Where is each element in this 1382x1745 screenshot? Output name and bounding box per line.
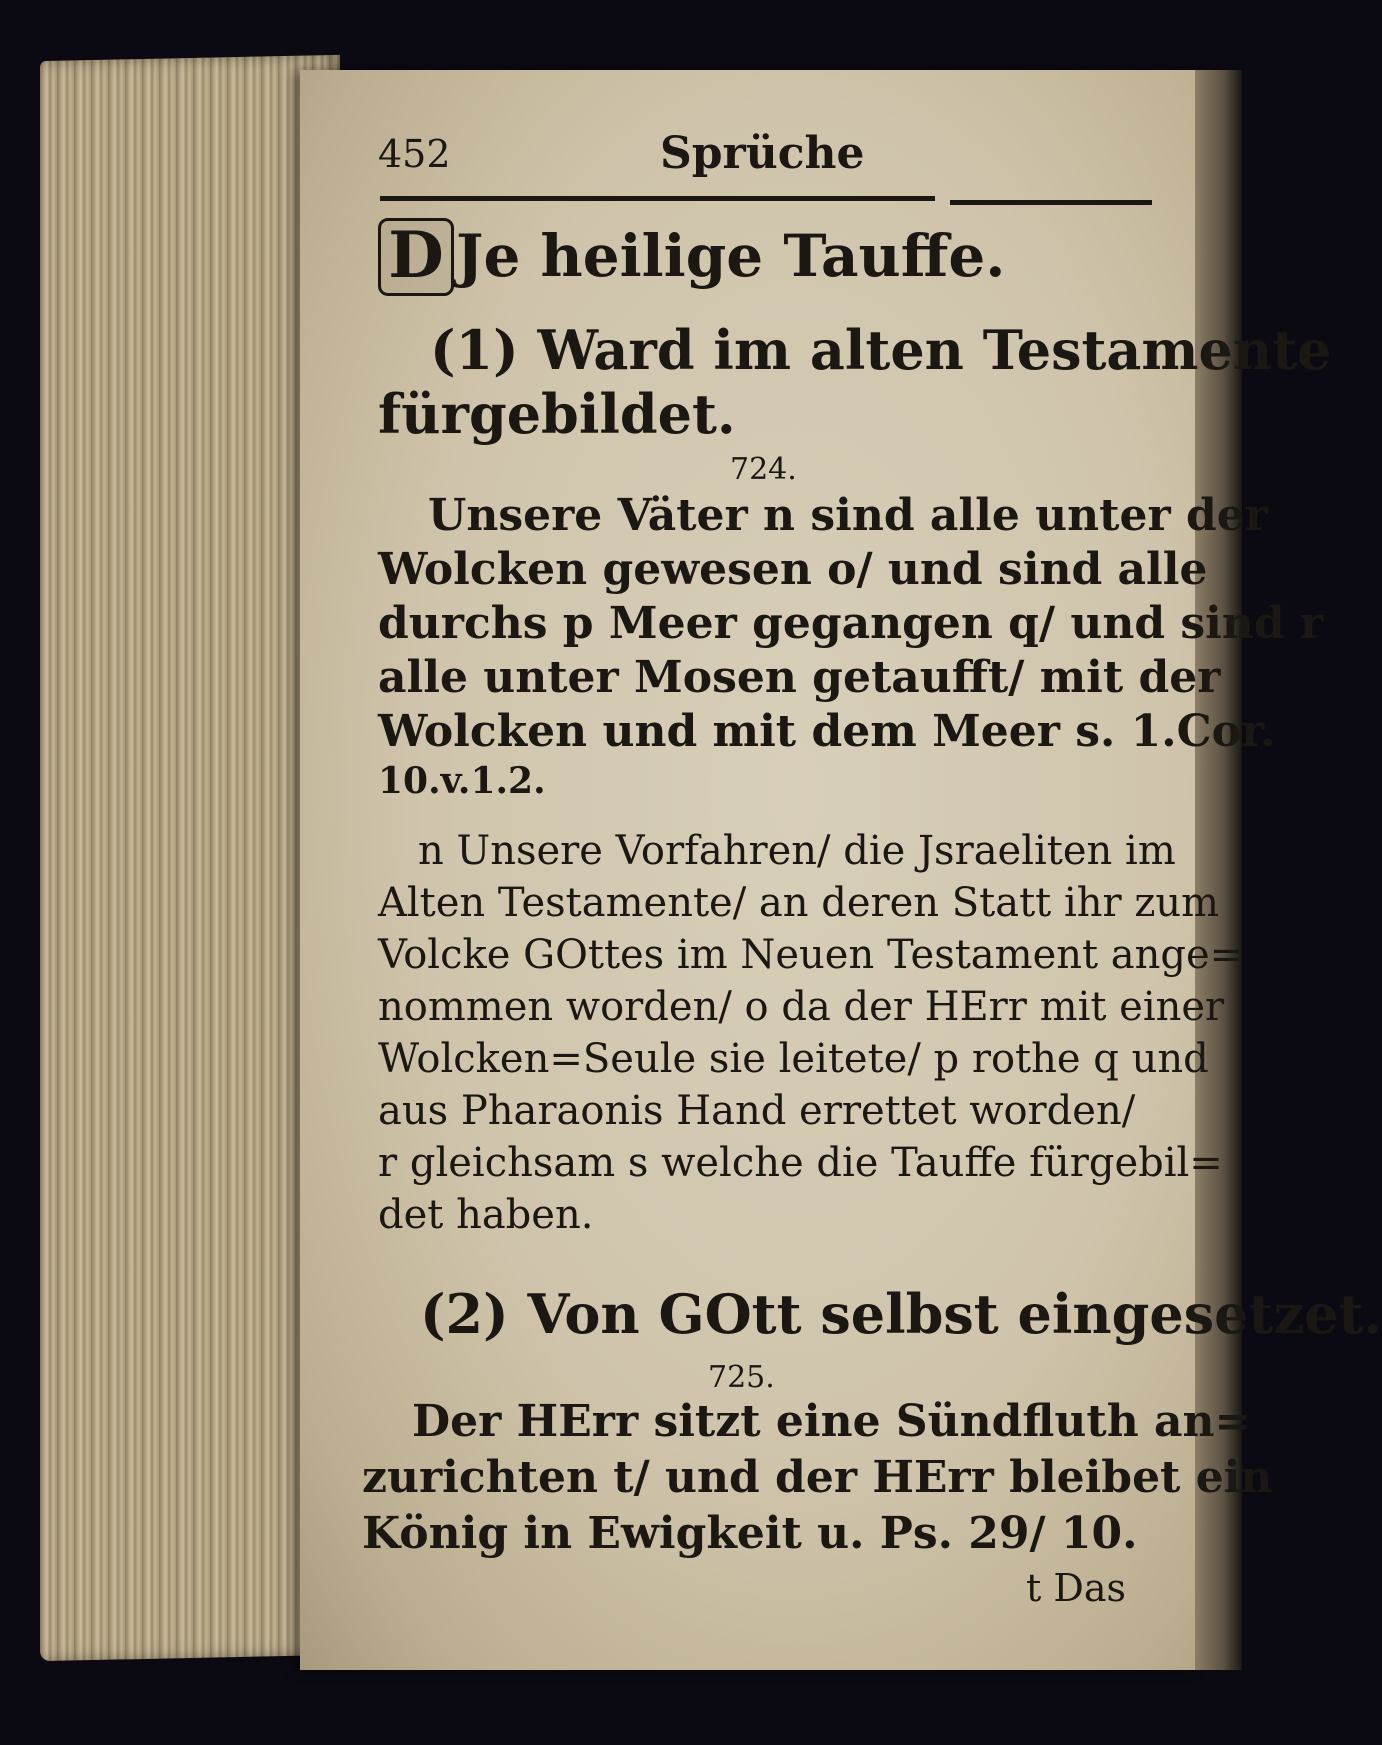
note-724-line-5: Wolcken=Seule sie leitete/ p rothe q und — [378, 1036, 1209, 1082]
note-724-line-8: det haben. — [378, 1192, 594, 1238]
verse-724-line-3: durchs p Meer gegangen q/ und sind r — [378, 598, 1324, 649]
page-number: 452 — [378, 132, 451, 176]
main-heading: Je heilige Tauffe. — [456, 222, 1006, 290]
verse-724-line-2: Wolcken gewesen o/ und sind alle — [378, 544, 1208, 595]
note-724-line-1: n Unsere Vorfahren/ die Jsraeliten im — [418, 828, 1176, 874]
catchword: t Das — [1026, 1566, 1126, 1610]
verse-725-line-1: Der HErr sitzt eine Sündfluth an= — [412, 1396, 1252, 1447]
header-rule-right — [950, 200, 1152, 205]
verse-724-line-5: Wolcken und mit dem Meer s. 1.Cor. — [378, 706, 1276, 757]
verse-number-725: 725. — [708, 1360, 775, 1395]
verse-number-724: 724. — [730, 452, 797, 487]
verse-725-line-3: König in Ewigkeit u. Ps. 29/ 10. — [362, 1508, 1138, 1559]
section-1-heading-line-1: (1) Ward im alten Testamente — [430, 318, 1332, 382]
verse-724-line-6: 10.v.1.2. — [378, 760, 546, 802]
note-724-line-3: Volcke GOttes im Neuen Testament ange= — [378, 932, 1244, 978]
running-title: Sprüche — [660, 128, 865, 179]
note-724-line-2: Alten Testamente/ an deren Statt ihr zum — [378, 880, 1220, 926]
section-1-heading-line-2: fürgebildet. — [378, 382, 736, 446]
verse-724-line-1: Unsere Väter n sind alle unter der — [428, 490, 1268, 541]
note-724-line-6: aus Pharaonis Hand errettet worden/ — [378, 1088, 1136, 1134]
verse-724-line-4: alle unter Mosen getaufft/ mit der — [378, 652, 1221, 703]
verse-725-line-2: zurichten t/ und der HErr bleibet ein — [362, 1452, 1273, 1503]
page-edges — [40, 55, 340, 1661]
drop-cap-initial: D — [378, 218, 454, 296]
section-2-heading: (2) Von GOtt selbst eingesetzet. — [420, 1282, 1382, 1346]
note-724-line-7: r gleichsam s welche die Tauffe fürgebil= — [378, 1140, 1223, 1186]
header-rule-left — [380, 196, 935, 201]
note-724-line-4: nommen worden/ o da der HErr mit einer — [378, 984, 1225, 1030]
